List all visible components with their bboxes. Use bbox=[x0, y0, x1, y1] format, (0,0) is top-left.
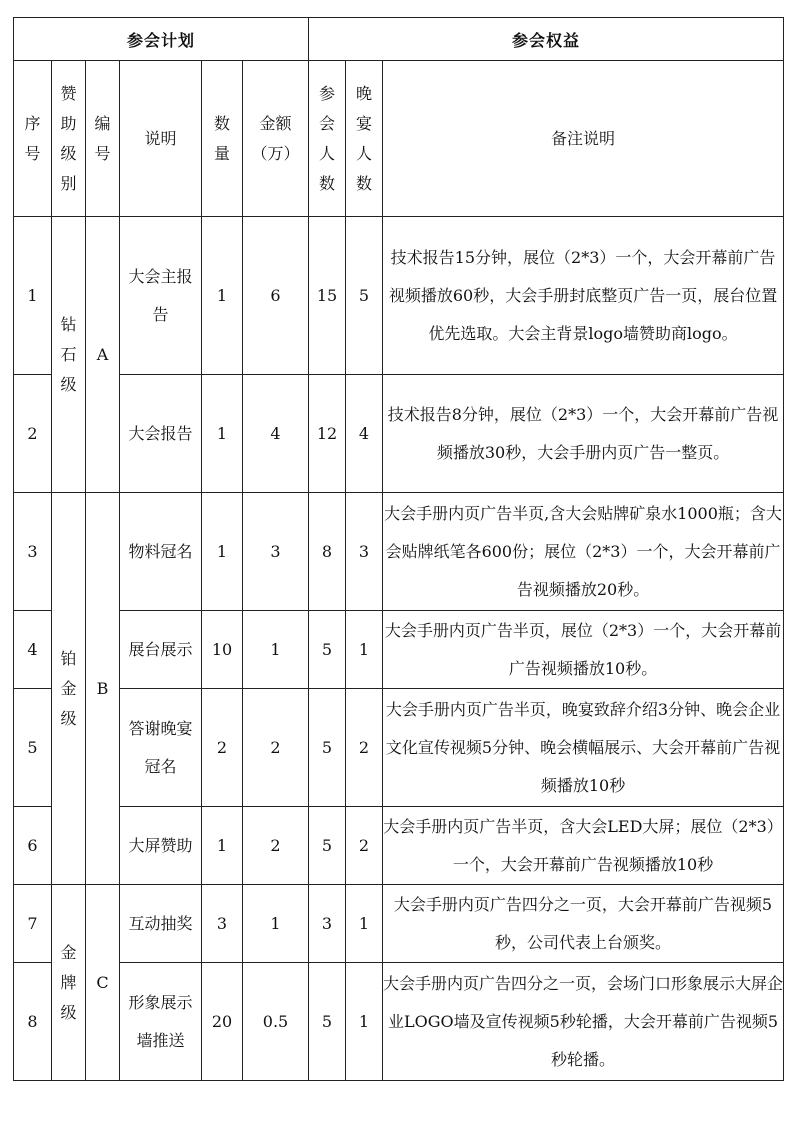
table-row bbox=[14, 217, 784, 375]
col-attendees: 参会人数 bbox=[309, 61, 346, 217]
row-amount: 3 bbox=[243, 493, 309, 611]
row-attendees: 5 bbox=[309, 963, 346, 1081]
row-qty: 2 bbox=[202, 689, 243, 807]
col-code: 编号 bbox=[86, 61, 120, 217]
row-qty: 20 bbox=[202, 963, 243, 1081]
col-amount: 金额（万） bbox=[243, 61, 309, 217]
row-note: 大会手册内页广告半页，含大会LED大屏；展位（2*3）一个，大会开幕前广告视频播放10秒 bbox=[383, 807, 784, 885]
row-attendees: 15 bbox=[309, 217, 346, 375]
sponsorship-table bbox=[13, 17, 784, 1081]
row-qty: 3 bbox=[202, 885, 243, 963]
row-note: 大会手册内页广告半页，晚宴致辞介绍3分钟、晚会企业文化宣传视频5分钟、晚会横幅展示、大会开幕前广告视频播放10秒 bbox=[383, 689, 784, 807]
row-amount: 4 bbox=[243, 375, 309, 493]
row-banquet: 2 bbox=[346, 807, 383, 885]
row-seq: 4 bbox=[14, 611, 52, 689]
row-amount: 2 bbox=[243, 807, 309, 885]
row-qty: 1 bbox=[202, 807, 243, 885]
col-level: 赞助级别 bbox=[52, 61, 86, 217]
col-seq: 序号 bbox=[14, 61, 52, 217]
row-qty: 1 bbox=[202, 493, 243, 611]
row-note: 技术报告8分钟，展位（2*3）一个，大会开幕前广告视频播放30秒，大会手册内页广告一整页。 bbox=[383, 375, 784, 493]
row-amount: 6 bbox=[243, 217, 309, 375]
row-banquet: 1 bbox=[346, 611, 383, 689]
code-platinum: B bbox=[86, 493, 120, 885]
table-row bbox=[14, 493, 784, 611]
row-desc: 大会报告 bbox=[120, 375, 202, 493]
level-diamond: 钻石级 bbox=[52, 217, 86, 493]
row-banquet: 4 bbox=[346, 375, 383, 493]
row-seq: 7 bbox=[14, 885, 52, 963]
row-seq: 3 bbox=[14, 493, 52, 611]
row-desc: 互动抽奖 bbox=[120, 885, 202, 963]
level-platinum: 铂金级 bbox=[52, 493, 86, 885]
col-banquet: 晚宴人数 bbox=[346, 61, 383, 217]
row-desc: 形象展示墙推送 bbox=[120, 963, 202, 1081]
row-attendees: 5 bbox=[309, 807, 346, 885]
row-attendees: 5 bbox=[309, 611, 346, 689]
level-gold: 金牌级 bbox=[52, 885, 86, 1081]
row-seq: 2 bbox=[14, 375, 52, 493]
col-desc: 说明 bbox=[120, 61, 202, 217]
row-seq: 8 bbox=[14, 963, 52, 1081]
row-note: 技术报告15分钟，展位（2*3）一个，大会开幕前广告视频播放60秒，大会手册封底整页广告一页，展台位置优先选取。大会主背景logo墙赞助商logo。 bbox=[383, 217, 784, 375]
row-banquet: 1 bbox=[346, 885, 383, 963]
row-desc: 物料冠名 bbox=[120, 493, 202, 611]
row-banquet: 1 bbox=[346, 963, 383, 1081]
row-qty: 10 bbox=[202, 611, 243, 689]
row-note: 大会手册内页广告四分之一页，大会开幕前广告视频5秒，公司代表上台颁奖。 bbox=[383, 885, 784, 963]
row-seq: 6 bbox=[14, 807, 52, 885]
plan-header: 参会计划 bbox=[14, 18, 309, 61]
row-qty: 1 bbox=[202, 375, 243, 493]
table-row bbox=[14, 963, 784, 1081]
row-amount: 1 bbox=[243, 611, 309, 689]
row-banquet: 2 bbox=[346, 689, 383, 807]
table-row bbox=[14, 611, 784, 689]
row-note: 大会手册内页广告半页,含大会贴牌矿泉水1000瓶；含大会贴牌纸笔各600份；展位（2*3）一个，大会开幕前广告视频播放20秒。 bbox=[383, 493, 784, 611]
row-banquet: 5 bbox=[346, 217, 383, 375]
code-diamond: A bbox=[86, 217, 120, 493]
table-row bbox=[14, 807, 784, 885]
row-attendees: 5 bbox=[309, 689, 346, 807]
row-banquet: 3 bbox=[346, 493, 383, 611]
table-row bbox=[14, 375, 784, 493]
row-desc: 大屏赞助 bbox=[120, 807, 202, 885]
row-attendees: 3 bbox=[309, 885, 346, 963]
row-note: 大会手册内页广告半页，展位（2*3）一个，大会开幕前广告视频播放10秒。 bbox=[383, 611, 784, 689]
rights-header: 参会权益 bbox=[309, 18, 784, 61]
row-seq: 1 bbox=[14, 217, 52, 375]
code-gold: C bbox=[86, 885, 120, 1081]
row-desc: 大会主报告 bbox=[120, 217, 202, 375]
row-note: 大会手册内页广告四分之一页，会场门口形象展示大屏企业LOGO墙及宣传视频5秒轮播，大会开幕前广告视频5秒轮播。 bbox=[383, 963, 784, 1081]
row-seq: 5 bbox=[14, 689, 52, 807]
row-amount: 2 bbox=[243, 689, 309, 807]
table-row bbox=[14, 885, 784, 963]
row-amount: 1 bbox=[243, 885, 309, 963]
row-amount: 0.5 bbox=[243, 963, 309, 1081]
row-desc: 展台展示 bbox=[120, 611, 202, 689]
col-remarks: 备注说明 bbox=[383, 61, 784, 217]
table-row bbox=[14, 689, 784, 807]
row-desc: 答谢晚宴冠名 bbox=[120, 689, 202, 807]
row-qty: 1 bbox=[202, 217, 243, 375]
row-attendees: 8 bbox=[309, 493, 346, 611]
col-qty: 数量 bbox=[202, 61, 243, 217]
row-attendees: 12 bbox=[309, 375, 346, 493]
